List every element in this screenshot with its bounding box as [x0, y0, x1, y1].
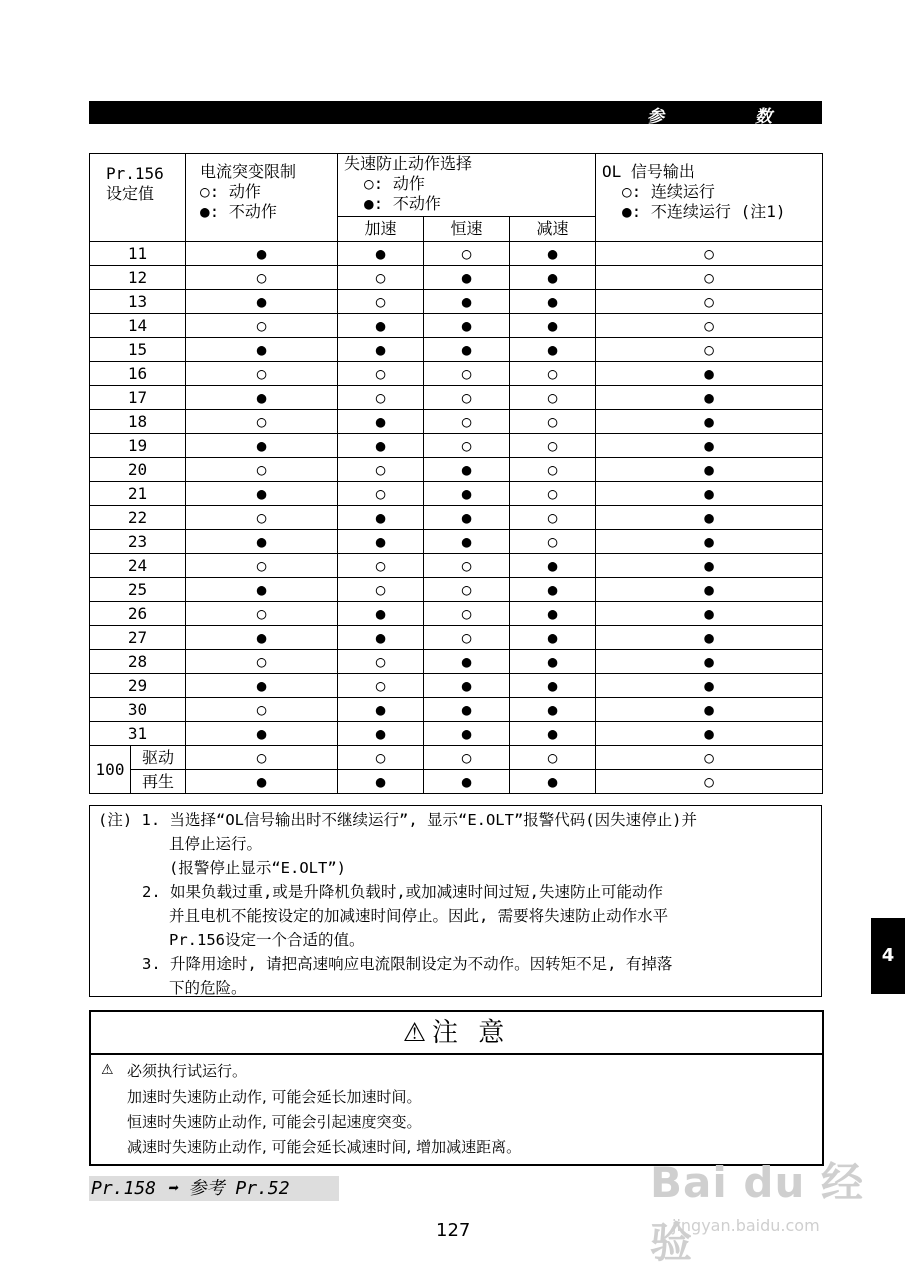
- status-cell: ○: [510, 506, 596, 530]
- status-cell: ○: [510, 386, 596, 410]
- status-cell: ●: [510, 242, 596, 266]
- setting-value: 18: [90, 410, 186, 434]
- header-ol-line2: ○: 连续运行: [622, 182, 715, 201]
- status-cell: ●: [596, 410, 823, 434]
- status-cell: ●: [596, 506, 823, 530]
- status-cell: ●: [596, 530, 823, 554]
- note-3-line1: 3. 升降用途时, 请把高速响应电流限制设定为不动作。因转矩不足, 有掉落: [142, 955, 673, 973]
- status-cell: ●: [596, 434, 823, 458]
- header-pr156-line2: 设定值: [106, 184, 155, 203]
- watermark-url: jingyan.baidu.com: [672, 1216, 820, 1235]
- status-cell: ○: [510, 530, 596, 554]
- status-cell: ○: [338, 746, 424, 770]
- status-cell: ○: [596, 770, 823, 794]
- status-cell: ●: [186, 770, 338, 794]
- status-cell: ●: [510, 602, 596, 626]
- status-cell: ○: [338, 554, 424, 578]
- setting-value: 13: [90, 290, 186, 314]
- status-cell: ○: [596, 746, 823, 770]
- header-stall-line3: ●: 不动作: [364, 194, 441, 213]
- table-row: [90, 314, 823, 338]
- setting-value: 100: [90, 746, 131, 794]
- status-cell: ○: [338, 482, 424, 506]
- table-row: [90, 770, 823, 794]
- note-3-line2: 下的危险。: [169, 979, 247, 997]
- status-cell: ●: [510, 650, 596, 674]
- setting-value: 21: [90, 482, 186, 506]
- status-cell: ○: [338, 386, 424, 410]
- status-cell: ●: [424, 674, 510, 698]
- status-cell: ●: [510, 722, 596, 746]
- setting-value: 12: [90, 266, 186, 290]
- status-cell: ●: [596, 554, 823, 578]
- caution-line-1: 必须执行试运行。: [127, 1062, 248, 1080]
- setting-value: 31: [90, 722, 186, 746]
- status-cell: ●: [338, 242, 424, 266]
- watermark: [650, 1150, 905, 1270]
- table-row: [90, 362, 823, 386]
- sub-label: 驱动: [131, 746, 186, 770]
- table-row: [90, 410, 823, 434]
- table-row: [90, 434, 823, 458]
- status-cell: ●: [510, 338, 596, 362]
- status-cell: ○: [510, 458, 596, 482]
- setting-value: 27: [90, 626, 186, 650]
- header-stall-line1: 失速防止动作选择: [344, 154, 473, 173]
- status-cell: ○: [510, 410, 596, 434]
- status-cell: ●: [186, 338, 338, 362]
- parameter-reference-link[interactable]: Pr.158 ➡ 参考 Pr.52: [89, 1176, 339, 1201]
- header-current-limit-line1: 电流突变限制: [200, 162, 297, 181]
- caution-title: ⚠注 意: [91, 1012, 822, 1055]
- subheader-decel: 减速: [510, 217, 596, 242]
- setting-value: 19: [90, 434, 186, 458]
- status-cell: ●: [424, 482, 510, 506]
- status-cell: ●: [338, 530, 424, 554]
- status-cell: ○: [338, 458, 424, 482]
- status-cell: ○: [424, 554, 510, 578]
- status-cell: ●: [510, 266, 596, 290]
- status-cell: ●: [510, 290, 596, 314]
- status-cell: ○: [596, 242, 823, 266]
- status-cell: ●: [186, 482, 338, 506]
- status-cell: ○: [338, 578, 424, 602]
- setting-value: 24: [90, 554, 186, 578]
- setting-value: 26: [90, 602, 186, 626]
- status-cell: ●: [424, 770, 510, 794]
- table-row: [90, 674, 823, 698]
- status-cell: ●: [186, 626, 338, 650]
- setting-value: 29: [90, 674, 186, 698]
- status-cell: ●: [596, 602, 823, 626]
- section-title-part2: 数: [755, 107, 772, 127]
- table-row: [90, 386, 823, 410]
- status-cell: ●: [424, 530, 510, 554]
- watermark-logo: Bai du 经验: [650, 1158, 864, 1267]
- note-2-line3: Pr.156设定一个合适的值。: [169, 931, 365, 949]
- status-cell: ●: [186, 530, 338, 554]
- table-row: [90, 626, 823, 650]
- status-cell: ●: [424, 338, 510, 362]
- table-row: [90, 338, 823, 362]
- caution-line-4: 减速时失速防止动作, 可能会延长减速时间, 增加减速距离。: [127, 1138, 522, 1156]
- status-cell: ○: [186, 410, 338, 434]
- status-cell: ○: [338, 266, 424, 290]
- header-current-limit: [186, 154, 338, 242]
- setting-value: 15: [90, 338, 186, 362]
- table-row: [90, 290, 823, 314]
- setting-value: 14: [90, 314, 186, 338]
- status-cell: ○: [186, 698, 338, 722]
- status-cell: ○: [186, 266, 338, 290]
- chapter-tab[interactable]: 4: [871, 918, 905, 994]
- status-cell: ●: [424, 314, 510, 338]
- setting-value: 16: [90, 362, 186, 386]
- note-1-line3: (报警停止显示“E.OLT”): [169, 859, 346, 877]
- table-row: [90, 722, 823, 746]
- status-cell: ○: [338, 674, 424, 698]
- status-cell: ●: [338, 434, 424, 458]
- status-cell: ●: [338, 722, 424, 746]
- status-cell: ○: [338, 362, 424, 386]
- status-cell: ●: [424, 650, 510, 674]
- note-1-line2: 且停止运行。: [169, 835, 263, 853]
- status-cell: ○: [186, 362, 338, 386]
- status-cell: ○: [186, 554, 338, 578]
- table-row: [90, 650, 823, 674]
- status-cell: ○: [186, 506, 338, 530]
- status-cell: ○: [510, 482, 596, 506]
- status-cell: ○: [424, 626, 510, 650]
- status-cell: ●: [424, 722, 510, 746]
- header-current-limit-line2: ○: 动作: [200, 182, 261, 201]
- header-pr156-line1: Pr.156: [106, 164, 164, 183]
- status-cell: ○: [424, 578, 510, 602]
- status-cell: ○: [186, 458, 338, 482]
- status-cell: ●: [338, 698, 424, 722]
- status-cell: ○: [338, 290, 424, 314]
- status-cell: ●: [424, 290, 510, 314]
- header-ol-signal: [596, 154, 823, 242]
- status-cell: ○: [424, 242, 510, 266]
- table-row: [90, 482, 823, 506]
- section-title-part1: 参: [647, 107, 664, 127]
- table-row: [90, 266, 823, 290]
- status-cell: ●: [338, 506, 424, 530]
- table-row: [90, 698, 823, 722]
- setting-value: 25: [90, 578, 186, 602]
- status-cell: ○: [338, 650, 424, 674]
- status-cell: ●: [510, 578, 596, 602]
- status-cell: ●: [596, 626, 823, 650]
- setting-value: 30: [90, 698, 186, 722]
- status-cell: ●: [596, 386, 823, 410]
- setting-value: 11: [90, 242, 186, 266]
- caution-box: [89, 1010, 824, 1166]
- status-cell: ●: [424, 506, 510, 530]
- status-cell: ●: [424, 458, 510, 482]
- status-cell: ○: [510, 746, 596, 770]
- note-2-line2: 并且电机不能按设定的加减速时间停止。因此, 需要将失速防止动作水平: [169, 907, 669, 925]
- status-cell: ●: [338, 338, 424, 362]
- table-row: [90, 530, 823, 554]
- status-cell: ●: [338, 770, 424, 794]
- header-pr156: [90, 154, 186, 242]
- status-cell: ○: [596, 266, 823, 290]
- header-current-limit-line3: ●: 不动作: [200, 202, 277, 221]
- status-cell: ○: [596, 314, 823, 338]
- status-cell: ●: [510, 770, 596, 794]
- notes-box: [89, 805, 822, 997]
- status-cell: ●: [596, 674, 823, 698]
- status-cell: ●: [338, 410, 424, 434]
- status-cell: ●: [186, 290, 338, 314]
- status-cell: ●: [338, 602, 424, 626]
- status-cell: ○: [510, 362, 596, 386]
- status-cell: ●: [186, 242, 338, 266]
- status-cell: ●: [186, 722, 338, 746]
- setting-value: 17: [90, 386, 186, 410]
- subheader-accel: 加速: [338, 217, 424, 242]
- status-cell: ●: [510, 554, 596, 578]
- parameter-table: [89, 153, 823, 794]
- status-cell: ●: [338, 626, 424, 650]
- section-header-bar: [89, 101, 822, 127]
- status-cell: ●: [596, 482, 823, 506]
- header-ol-line1: OL 信号输出: [602, 162, 695, 181]
- note-1-line1: (注) 1. 当选择“OL信号输出时不继续运行”, 显示“E.OLT”报警代码(因失速停止)并: [98, 811, 697, 829]
- sub-label: 再生: [131, 770, 186, 794]
- table-row: [90, 602, 823, 626]
- table-row: [90, 506, 823, 530]
- status-cell: ○: [186, 602, 338, 626]
- status-cell: ○: [596, 338, 823, 362]
- table-row: [90, 458, 823, 482]
- status-cell: ●: [186, 434, 338, 458]
- header-stall-prevention: [338, 154, 596, 217]
- header-ol-line3: ●: 不连续运行 (注1): [622, 202, 786, 221]
- status-cell: ○: [186, 650, 338, 674]
- status-cell: ●: [596, 698, 823, 722]
- setting-value: 22: [90, 506, 186, 530]
- status-cell: ●: [510, 314, 596, 338]
- status-cell: ●: [510, 698, 596, 722]
- caution-line-3: 恒速时失速防止动作, 可能会引起速度突变。: [127, 1113, 422, 1131]
- header-stall-line2: ○: 动作: [364, 174, 425, 193]
- setting-value: 20: [90, 458, 186, 482]
- status-cell: ●: [596, 578, 823, 602]
- status-cell: ●: [510, 626, 596, 650]
- table-row: [90, 554, 823, 578]
- status-cell: ○: [424, 434, 510, 458]
- status-cell: ●: [424, 698, 510, 722]
- status-cell: ○: [596, 290, 823, 314]
- table-row: [90, 578, 823, 602]
- status-cell: ○: [510, 434, 596, 458]
- caution-line-2: 加速时失速防止动作, 可能会延长加速时间。: [127, 1088, 422, 1106]
- status-cell: ●: [596, 722, 823, 746]
- status-cell: ●: [510, 674, 596, 698]
- status-cell: ○: [424, 410, 510, 434]
- status-cell: ○: [186, 746, 338, 770]
- status-cell: ○: [424, 746, 510, 770]
- status-cell: ○: [424, 386, 510, 410]
- status-cell: ●: [596, 650, 823, 674]
- status-cell: ●: [424, 266, 510, 290]
- note-2-line1: 2. 如果负载过重,或是升降机负载时,或加减速时间过短,失速防止可能动作: [142, 883, 663, 901]
- status-cell: ●: [186, 674, 338, 698]
- page-number: 127: [436, 1220, 471, 1241]
- status-cell: ○: [424, 362, 510, 386]
- table-row: [90, 746, 823, 770]
- table-row: [90, 242, 823, 266]
- status-cell: ●: [596, 458, 823, 482]
- status-cell: ●: [596, 362, 823, 386]
- status-cell: ○: [186, 314, 338, 338]
- setting-value: 28: [90, 650, 186, 674]
- status-cell: ●: [186, 386, 338, 410]
- warning-icon: ⚠: [101, 1062, 114, 1078]
- subheader-constant: 恒速: [424, 217, 510, 242]
- status-cell: ●: [186, 578, 338, 602]
- setting-value: 23: [90, 530, 186, 554]
- status-cell: ●: [338, 314, 424, 338]
- status-cell: ○: [424, 602, 510, 626]
